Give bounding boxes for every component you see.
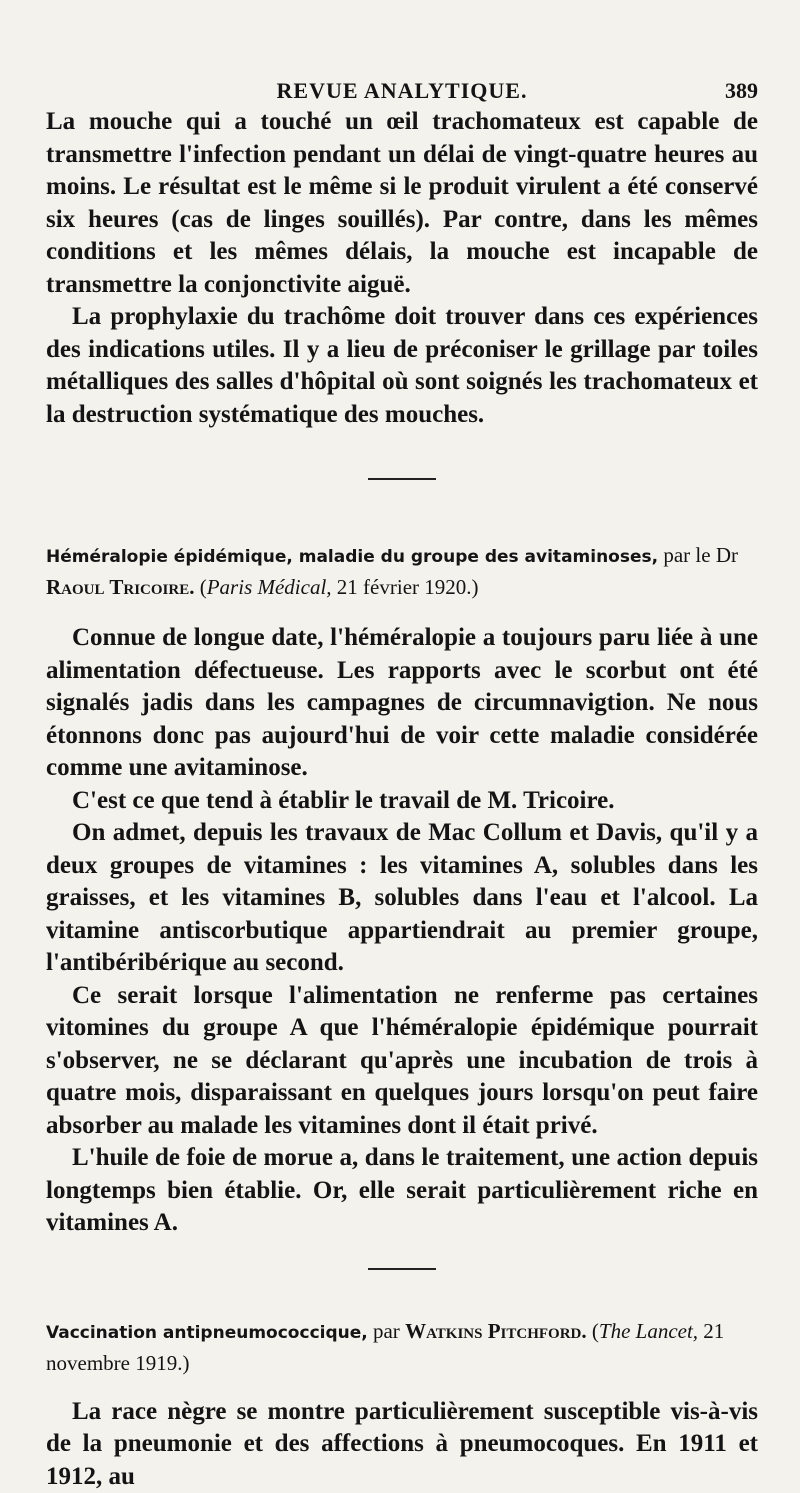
article-by: par [373,1319,400,1343]
source-open: ( [200,575,207,599]
paragraph: Ce serait lorsque l'alimentation ne renferme pas certaines vitomines du groupe A que l'héméralopie épidémique pourrait s'observer, ne se déclarant qu'après une incubation de trois à quatre mois, disparaissant en quelques jours lorsqu'on peut faire absorber au malade les vitamines dont il était privé. [46,980,758,1143]
page [46,70,758,1493]
page-header [46,70,758,104]
article-journal: The Lancet, [599,1319,698,1343]
article-vaccination [46,1316,758,1493]
running-title: REVUE ANALYTIQUE. [46,78,758,104]
article-hemeralopie [46,540,758,1240]
article-date: 21 février 1920.) [337,575,479,599]
article-author: Watkins Pitchford. [405,1319,587,1343]
source-open: ( [592,1319,599,1343]
author-prefix: Dr [716,543,738,567]
section-divider [368,478,436,480]
article-date: 21 novembre 1919.) [46,1319,724,1375]
article-journal: Paris Médical, [207,575,332,599]
paragraph: L'huile de foie de morue a, dans le traitement, une action depuis longtemps bien établie. Or, elle serait particulièrement riche en vitamines A. [46,1142,758,1240]
article-by: par le [663,543,710,567]
article-heading [46,1316,758,1378]
article-heading [46,540,758,602]
paragraph: La prophylaxie du trachôme doit trouver dans ces expériences des indications utiles. Il y a lieu de préconiser le grillage par toiles métalliques des salles d'hôpital où sont soignés les trachomateux et la destruction systématique des mouches. [46,301,758,431]
article-author: Raoul Tricoire. [46,575,194,599]
paragraph: On admet, depuis les travaux de Mac Collum et Davis, qu'il y a deux groupes de vitamines : les vitamines A, solubles dans les graisses, et les vitamines B, solubles dans l'eau et l'alcool. La vitamine antiscorbutique appartiendrait au premier groupe, l'antibéribérique au second. [46,817,758,980]
paragraph: Connue de longue date, l'héméralopie a toujours paru liée à une alimentation défectueuse. Les rapports avec le scorbut ont été signalés jadis dans les campagnes de circumnavigtion. Ne nous étonnons donc pas aujourd'hui de voir cette maladie considérée comme une avitaminose. [46,622,758,785]
paragraph: La race nègre se montre particulièrement susceptible vis-à-vis de la pneumonie et des affections à pneumocoques. En 1911 et 1912, au [46,1396,758,1493]
page-number: 389 [725,78,758,104]
article-title: Vaccination antipneumococcique, [46,1323,368,1343]
article-title: Héméralopie épidémique, maladie du groupe des avitaminoses, [46,547,658,567]
section-trachome [46,106,758,431]
section-divider [368,1268,436,1270]
paragraph: C'est ce que tend à établir le travail de M. Tricoire. [46,785,758,818]
paragraph: La mouche qui a touché un œil trachomateux est capable de transmettre l'infection pendant un délai de vingt-quatre heures au moins. Le résultat est le même si le produit virulent a été conservé six heures (cas de linges souillés). Par contre, dans les mêmes conditions et les mêmes délais, la mouche est incapable de transmettre la conjonctivite aiguë. [46,106,758,301]
